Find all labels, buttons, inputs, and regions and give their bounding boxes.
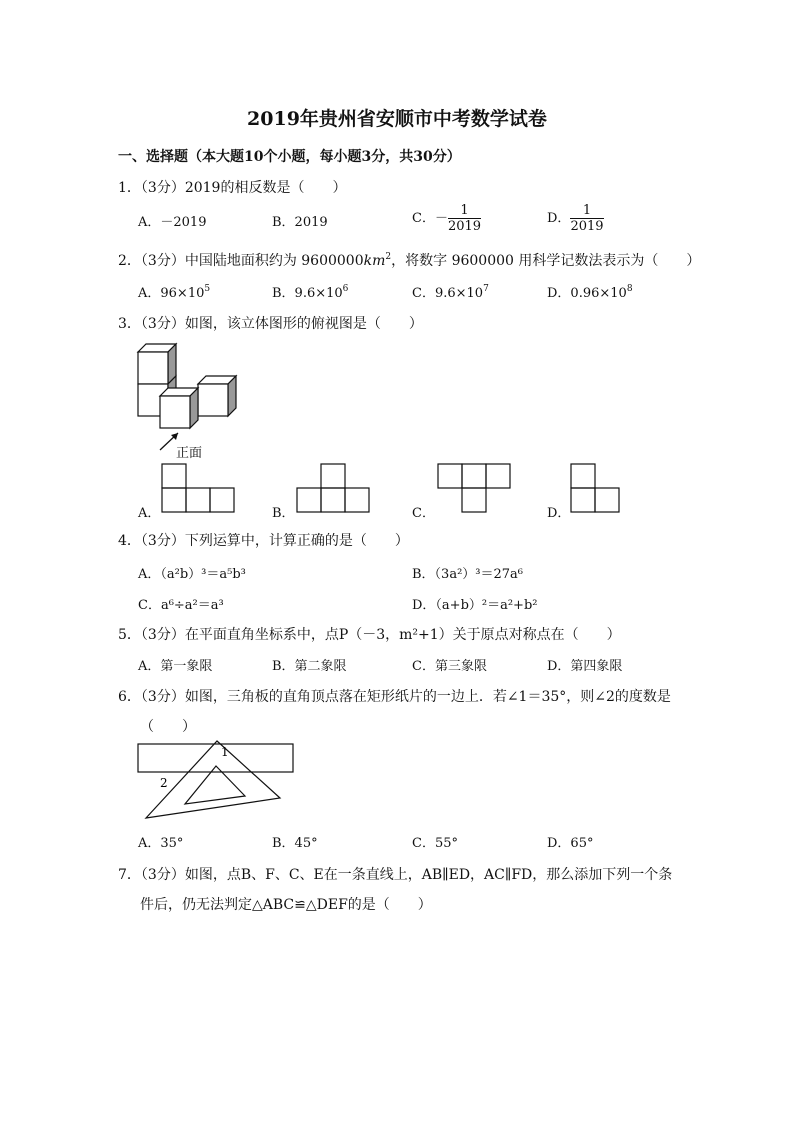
q2-stem: 2．（3分）中国陆地面积约为 $9600000km^2$，将数字 9600000 用科学记数法表示为（ ） — [118, 252, 701, 269]
q2-option-d — [547, 282, 633, 301]
angle-1-label: 1 — [221, 745, 229, 759]
q3-option-b-figure — [296, 463, 372, 515]
q2-stem-part-b: ，将数字 9600000 用科学记数法表示为（ ） — [391, 253, 701, 269]
q2-option-a — [138, 282, 210, 301]
q5-option-d: D．第四象限 — [547, 659, 623, 674]
q2-d-exp: 8 — [626, 284, 633, 294]
q2-c-base: C．9.6×10 — [412, 286, 484, 301]
q3-option-b-label: B． — [272, 506, 295, 521]
q4-option-b: B．（3a²）³＝27a⁶ — [412, 567, 524, 582]
q6-option-a: A．35° — [138, 836, 184, 851]
q1-option-d-prefix: D． — [547, 211, 571, 226]
q3-option-c-label: C． — [412, 506, 435, 521]
q4-option-c: C．a⁶÷a²＝a³ — [138, 598, 224, 613]
q2-a-exp: 5 — [204, 284, 211, 294]
q5-option-b: B．第二象限 — [272, 659, 347, 674]
q2-a-base: A．96×10 — [138, 286, 205, 301]
q2-option-c — [412, 282, 489, 301]
q2-unit: km — [363, 253, 386, 269]
set-square-rectangle-figure — [134, 738, 300, 824]
q1-option-b: B．2019 — [272, 215, 328, 230]
q5-option-c: C．第三象限 — [412, 659, 487, 674]
denominator: 2019 — [570, 219, 604, 234]
front-label: 正面 — [176, 446, 203, 461]
q6-stem-line2: （ ） — [140, 719, 196, 735]
numerator: 1 — [448, 203, 481, 219]
q5-option-a: A．第一象限 — [138, 659, 213, 674]
q2-b-exp: 6 — [342, 284, 349, 294]
q3-option-a-figure — [161, 463, 237, 515]
angle-2-label: 2 — [160, 776, 168, 790]
q2-d-base: D．0.96×10 — [547, 286, 627, 301]
q1-option-d-fraction — [570, 203, 603, 234]
q4-option-a: A．（a²b）³＝a⁵b³ — [138, 567, 246, 582]
q6-stem-line1: 6．（3分）如图，三角板的直角顶点落在矩形纸片的一边上．若∠1＝35°，则∠2的度数是 — [118, 689, 671, 705]
q6-option-c: C．55° — [412, 836, 458, 851]
q2-c-exp: 7 — [483, 284, 489, 294]
q7-stem-line2: 件后，仍无法判定△ABC≌△DEF的是（ ） — [140, 897, 432, 913]
q1-option-c — [412, 203, 481, 234]
q1-option-a: A．－2019 — [138, 215, 207, 230]
q4-stem: 4．（3分）下列运算中，计算正确的是（ ） — [118, 533, 409, 549]
q2-b-base: B．9.6×10 — [272, 286, 343, 301]
numerator: 1 — [570, 203, 603, 219]
q3-stem: 3．（3分）如图，该立体图形的俯视图是（ ） — [118, 316, 423, 332]
section-heading: 一、选择题（本大题10个小题，每小题3分，共30分） — [118, 149, 461, 165]
q6-option-d: D．65° — [547, 836, 594, 851]
q3-option-d-figure — [570, 463, 622, 515]
q1-option-c-prefix: C．－ — [412, 211, 448, 226]
q1-stem: 1．（3分）2019的相反数是（ ） — [118, 180, 347, 196]
q1-option-d — [547, 203, 604, 234]
q2-option-b — [272, 282, 348, 301]
q1-option-c-fraction — [448, 203, 481, 234]
q2-stem-part-a: 2．（3分）中国陆地面积约为 9600000 — [118, 253, 364, 269]
q5-stem: 5．（3分）在平面直角坐标系中，点P（－3，m²+1）关于原点对称点在（ ） — [118, 627, 621, 643]
q3-option-d-label: D． — [547, 506, 571, 521]
denominator: 2019 — [447, 219, 482, 234]
q3-option-a-label: A． — [138, 506, 161, 521]
q6-option-b: B．45° — [272, 836, 318, 851]
q4-option-d: D．（a+b）²＝a²+b² — [412, 598, 538, 613]
page-title: 2019年贵州省安顺市中考数学试卷 — [247, 108, 547, 130]
q3-option-c-figure — [437, 463, 513, 515]
q7-stem-line1: 7．（3分）如图，点B、F、C、E在一条直线上，AB∥ED，AC∥FD，那么添加下列一个条 — [118, 867, 673, 883]
